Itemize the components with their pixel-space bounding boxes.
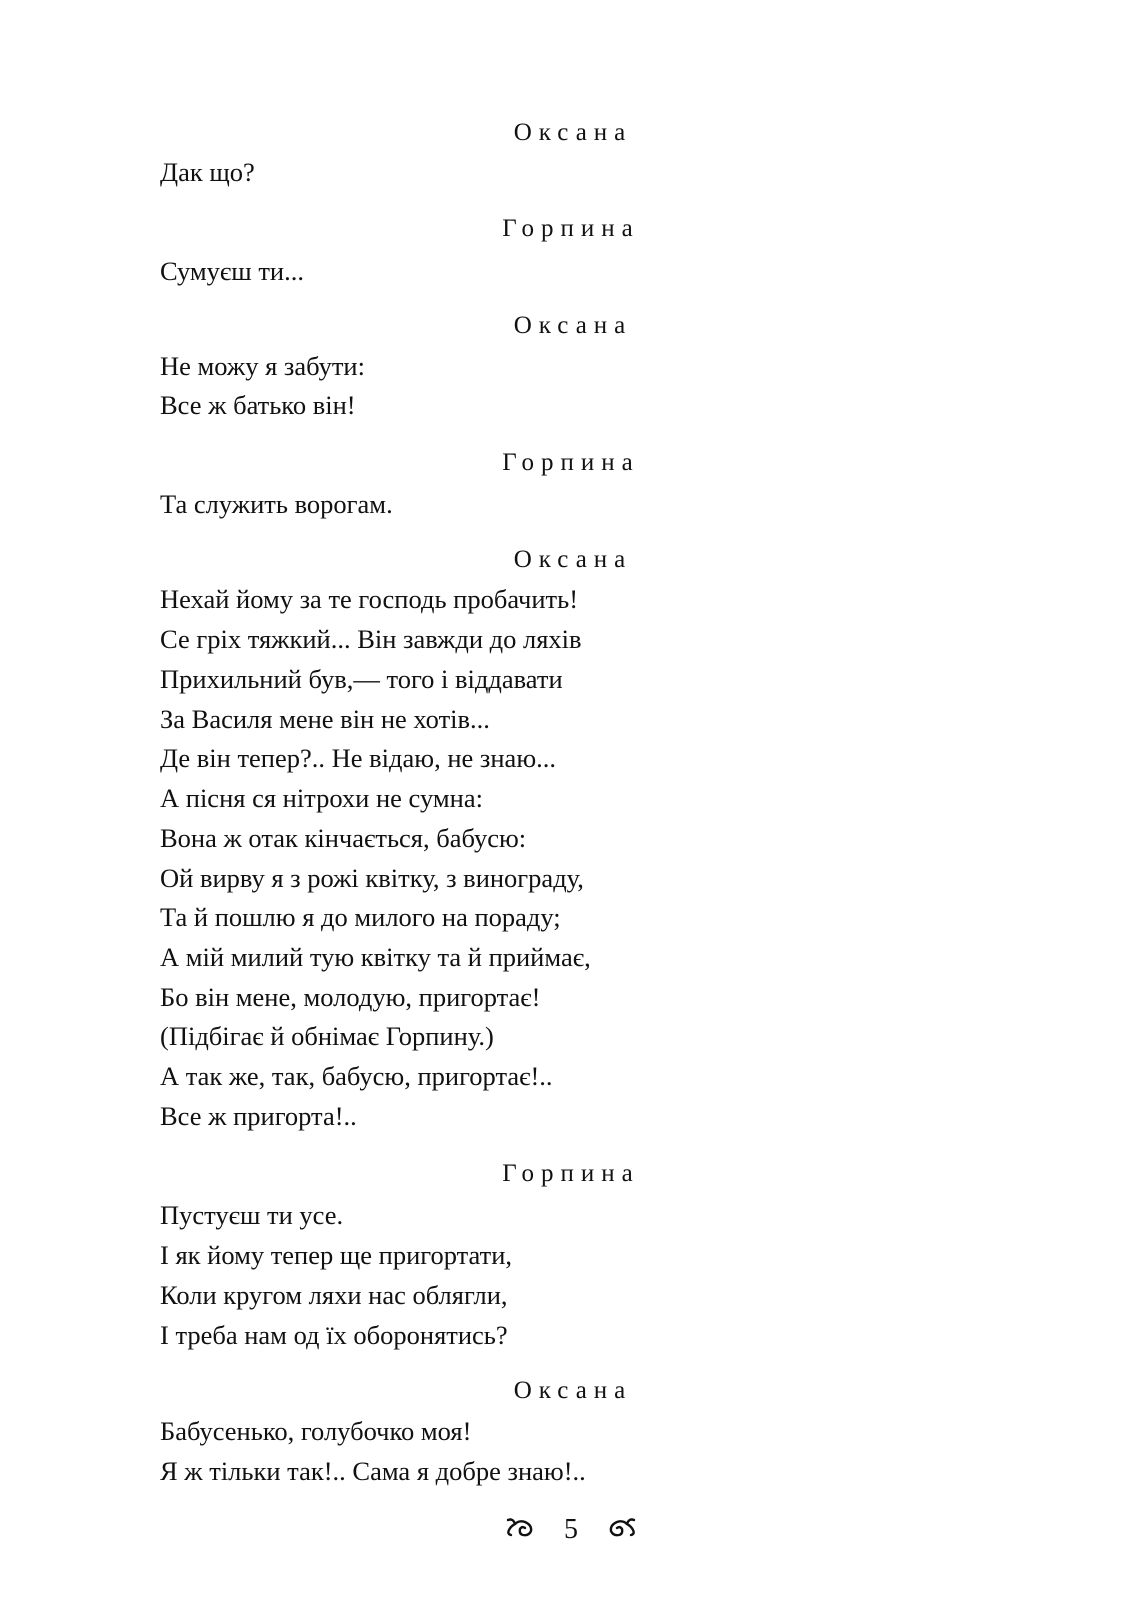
speaker-name: Горпина xyxy=(502,1160,640,1187)
dialogue-line: Все ж батько він! xyxy=(160,390,356,420)
stage-direction: (Підбігає й обнімає Горпину.) xyxy=(160,1021,494,1051)
speaker-name: Горпина xyxy=(502,215,640,242)
dialogue-line: А пісня ся нітрохи не сумна: xyxy=(160,783,483,813)
speaker-name: Оксана xyxy=(513,119,633,146)
dialogue-line: Де він тепер?.. Не відаю, не знаю... xyxy=(160,743,556,773)
dialogue-line: Се гріх тяжкий... Він завжди до ляхів xyxy=(160,624,582,654)
speaker-name: Оксана xyxy=(513,546,633,573)
dialogue-line: Прихильний був,— того і віддавати xyxy=(160,664,563,694)
dialogue-line: Коли кругом ляхи нас облягли, xyxy=(160,1280,508,1310)
dialogue-line: Та й пошлю я до милого на пораду; xyxy=(160,902,561,932)
dialogue-line: А мій милий тую квітку та й приймає, xyxy=(160,942,591,972)
speaker-name: Оксана xyxy=(513,1377,633,1404)
dialogue-line: І треба нам од їх оборонятись? xyxy=(160,1320,508,1350)
page-number: 5 xyxy=(564,1514,578,1545)
ornament-right-icon xyxy=(607,1511,637,1551)
dialogue-line: І як йому тепер ще пригортати, xyxy=(160,1240,513,1270)
speaker-name: Оксана xyxy=(513,312,633,339)
dialogue-line: Не можу я забути: xyxy=(160,351,365,381)
speaker-name: Горпина xyxy=(502,449,640,476)
dialogue-line: Бо він мене, молодую, пригортає! xyxy=(160,982,541,1012)
dialogue-line: Ой вирву я з рожі квітку, з винограду, xyxy=(160,863,584,893)
ornament-left-icon xyxy=(505,1511,535,1551)
dialogue-line: Пустуєш ти усе. xyxy=(160,1200,344,1230)
dialogue-line: Та служить ворогам. xyxy=(160,489,393,519)
dialogue-line: Бабусенько, голубочко моя! xyxy=(160,1416,472,1446)
dialogue-line: Дак що? xyxy=(160,157,255,187)
dialogue-line: Все ж пригорта!.. xyxy=(160,1101,357,1131)
page-footer xyxy=(0,1510,1142,1551)
dialogue-line: Нехай йому за те господь пробачить! xyxy=(160,584,579,614)
dialogue-line: Сумуєш ти... xyxy=(160,256,304,286)
dialogue-line: Я ж тільки так!.. Сама я добре знаю!.. xyxy=(160,1456,586,1486)
dialogue-line: За Василя мене він не хотів... xyxy=(160,704,490,734)
dialogue-line: А так же, так, бабусю, пригортає!.. xyxy=(160,1061,553,1091)
dialogue-line: Вона ж отак кінчається, бабусю: xyxy=(160,823,527,853)
